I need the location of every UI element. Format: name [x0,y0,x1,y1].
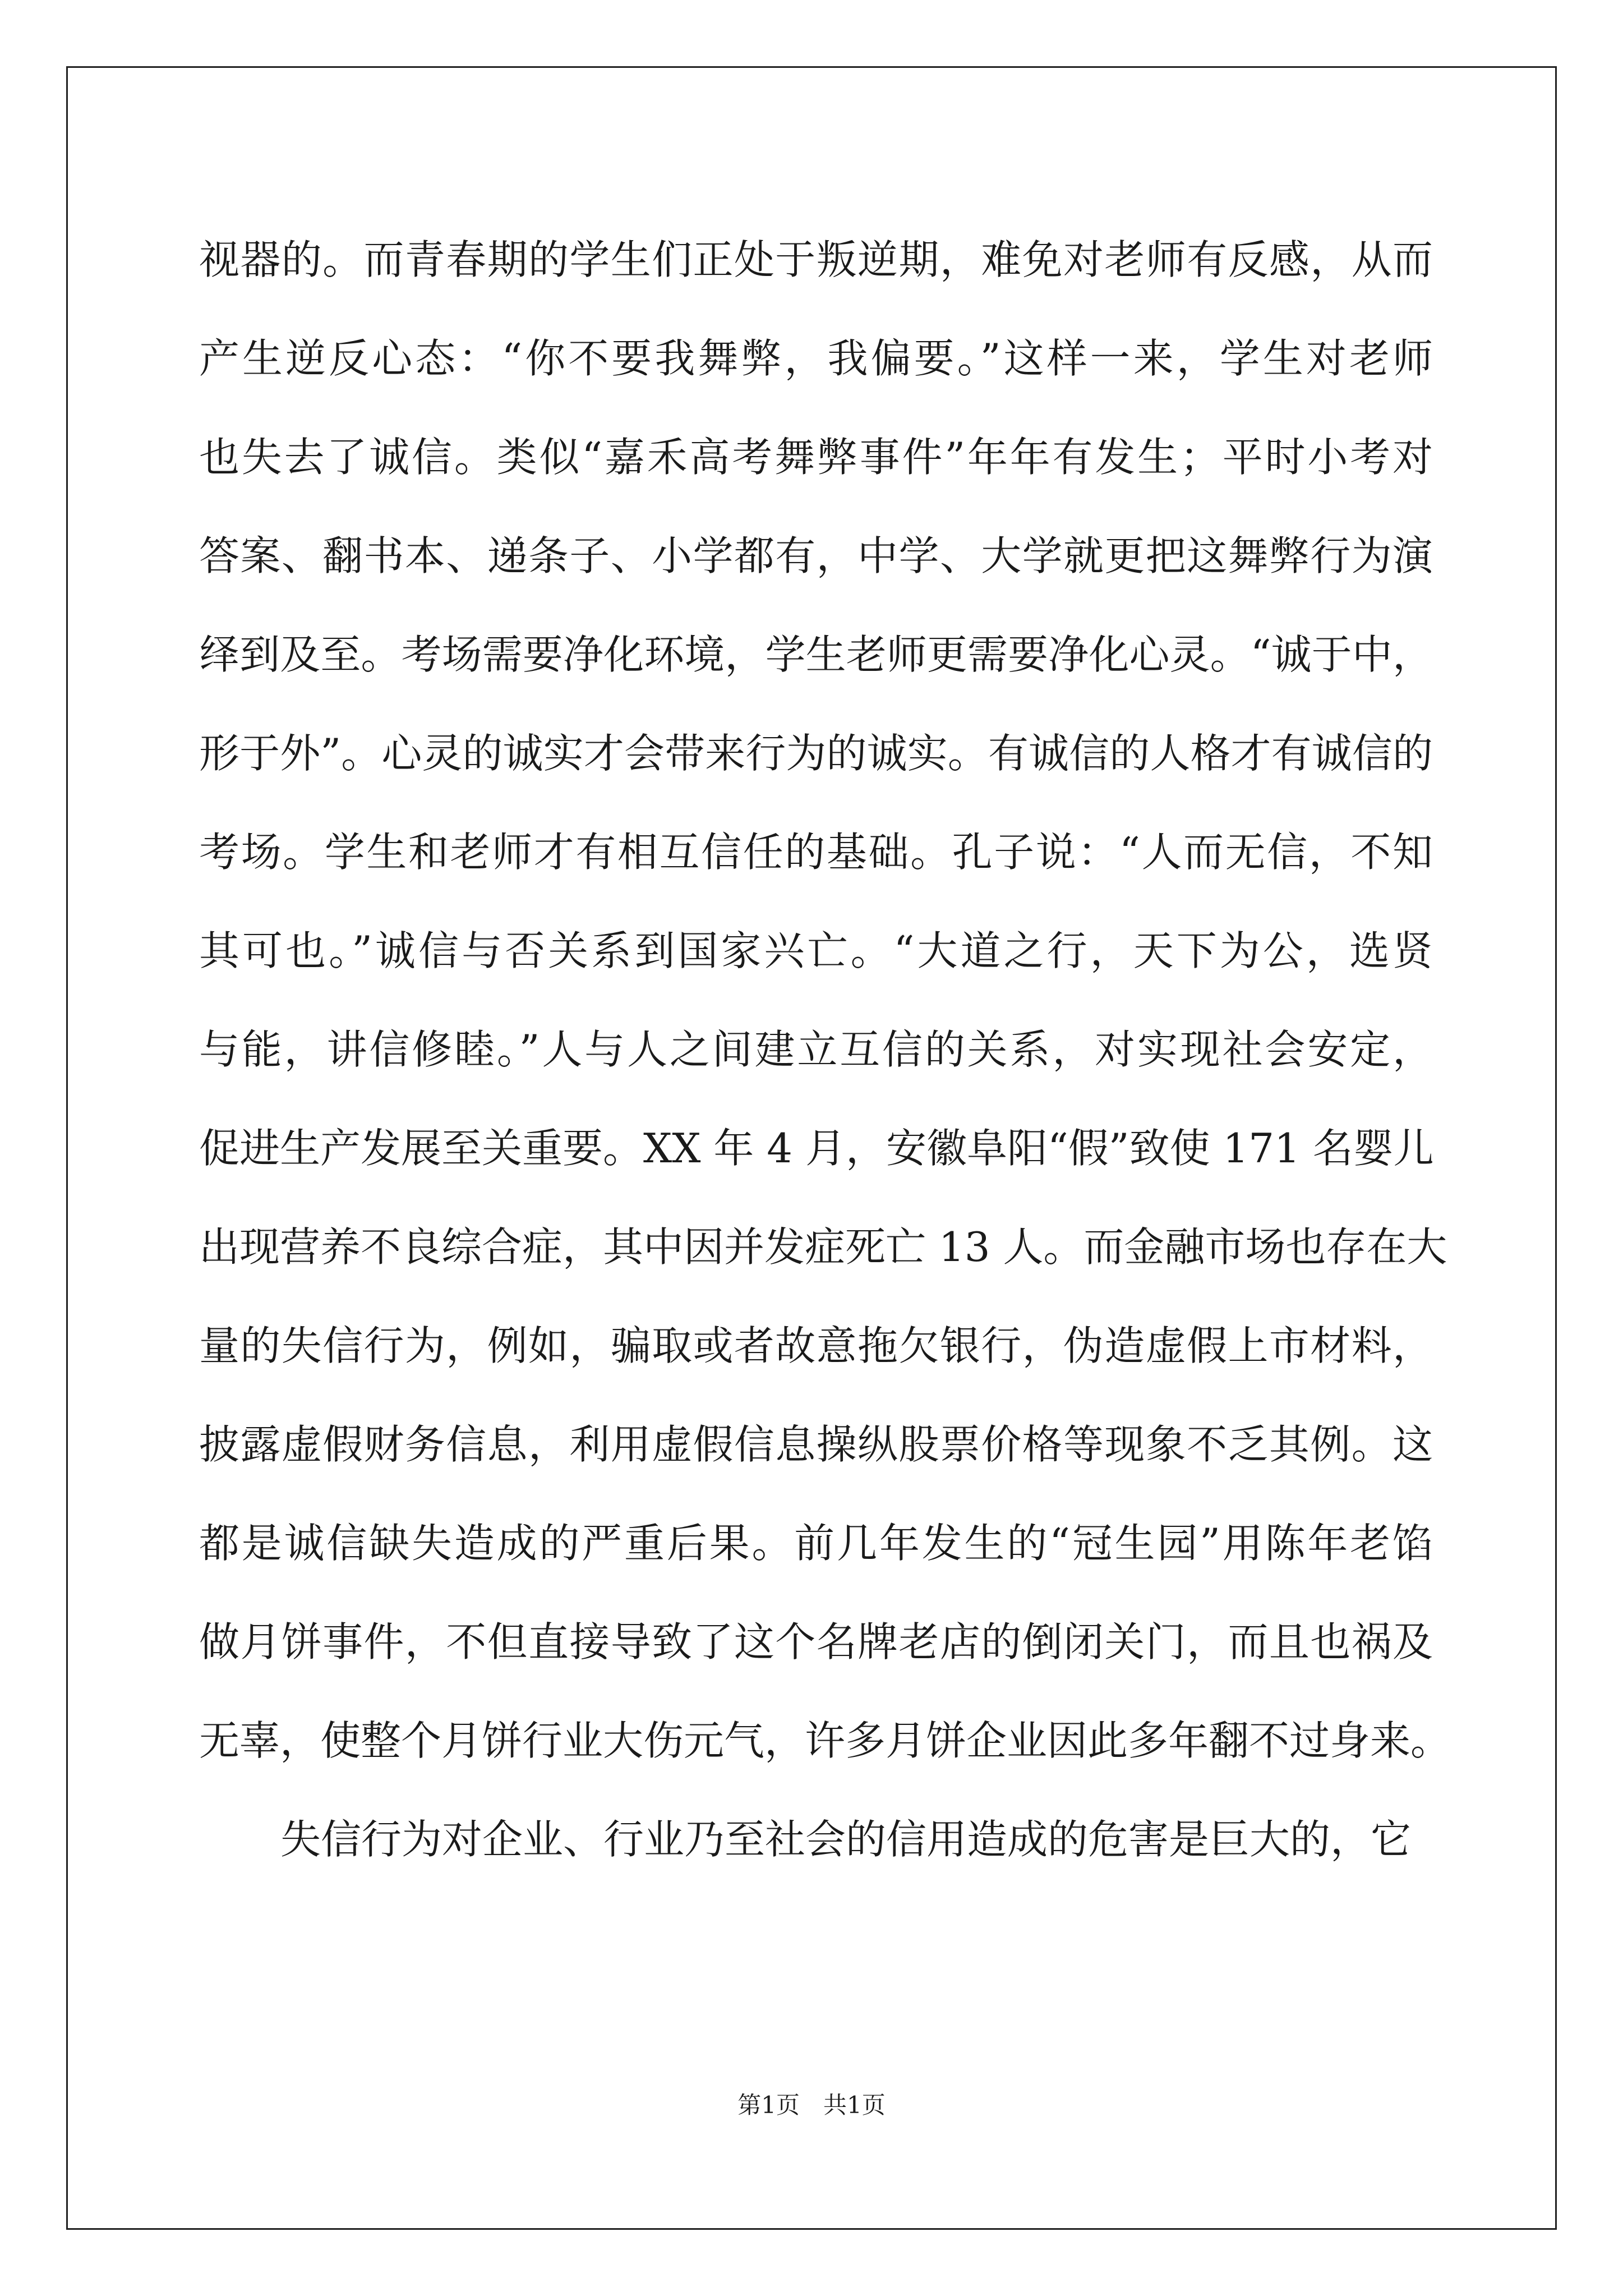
text-line: 答案、翻书本、递条子、小学都有，中学、大学就更把这舞弊行为演 [199,532,1433,579]
text-line: 绎到及至。考场需要净化环境，学生老师更需要净化心灵。“诚于中， [199,631,1433,678]
text-line: 产生逆反心态：“你不要我舞弊，我偏要。”这样一来，学生对老师 [199,335,1433,382]
text-line: 形于外”。心灵的诚实才会带来行为的诚实。有诚信的人格才有诚信的 [199,730,1433,777]
paragraph-start-line: 失信行为对企业、行业乃至社会的信用造成的危害是巨大的，它 [280,1816,1412,1863]
text-line: 考场。学生和老师才有相互信任的基础。孔子说：“人而无信，不知 [199,829,1433,876]
text-line: 无辜，使整个月饼行业大伤元气，许多月饼企业因此多年翻不过身来。 [199,1717,1451,1764]
page-footer [0,2087,1623,2120]
text-line: 量的失信行为，例如，骗取或者故意拖欠银行，伪造虚假上市材料， [199,1322,1433,1369]
page-number: 第1页 [737,2091,800,2119]
document-body [199,210,1451,1889]
text-line: 与能，讲信修睦。”人与人之间建立互信的关系，对实现社会安定， [199,1026,1433,1073]
text-line: 披露虚假财务信息，利用虚假信息操纵股票价格等现象不乏其例。这 [199,1421,1433,1468]
text-line: 视器的。而青春期的学生们正处于叛逆期，难免对老师有反感，从而 [199,236,1433,283]
text-line: 也失去了诚信。类似“嘉禾高考舞弊事件”年年有发生；平时小考对 [199,434,1433,481]
page-total: 共1页 [823,2091,886,2119]
text-line: 出现营养不良综合症，其中因并发症死亡 13 人。而金融市场也存在大 [199,1223,1447,1271]
text-line: 做月饼事件，不但直接导致了这个名牌老店的倒闭关门，而且也祸及 [199,1618,1433,1665]
text-line: 都是诚信缺失造成的严重后果。前几年发生的“冠生园”用陈年老馅 [199,1520,1433,1567]
text-line: 其可也。”诚信与否关系到国家兴亡。“大道之行，天下为公，选贤 [199,927,1433,974]
text-line: 促进生产发展至关重要。XX 年 4 月，安徽阜阳“假”致使 171 名婴儿 [199,1125,1434,1172]
